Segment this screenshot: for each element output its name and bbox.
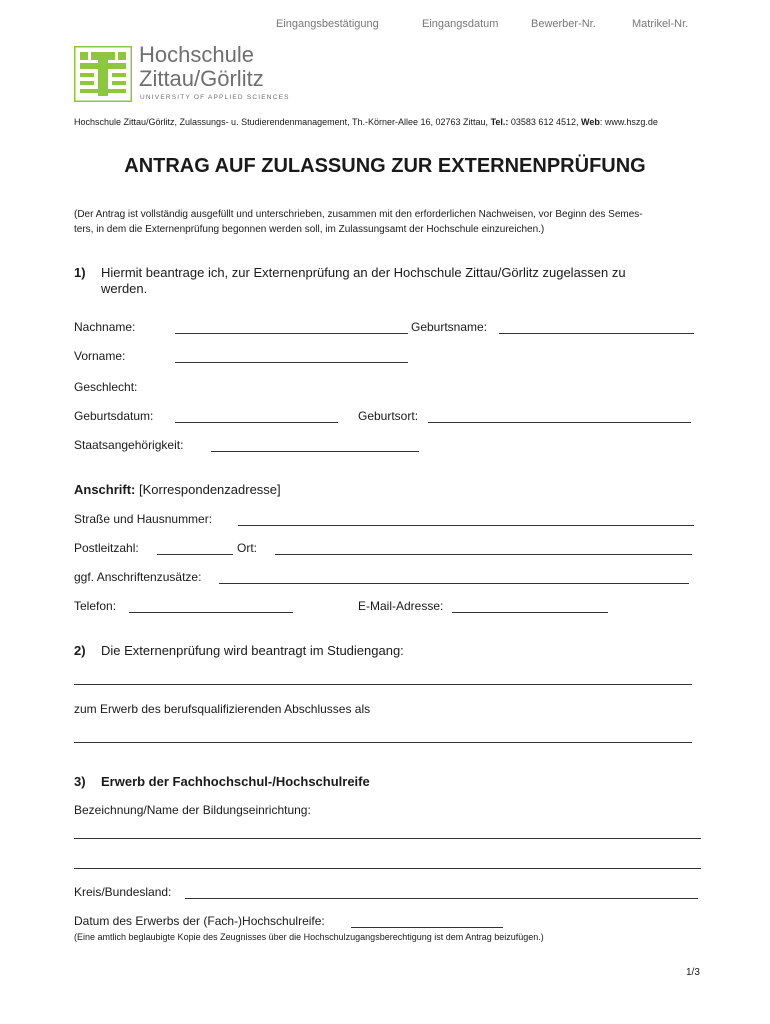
section3-number: 3) [74, 774, 86, 789]
datum-label: Datum des Erwerbs der (Fach-)Hochschulreife: [74, 914, 325, 928]
hochschule-logo-icon [74, 46, 132, 102]
ort-field[interactable] [275, 554, 692, 555]
telefon-field[interactable] [129, 612, 293, 613]
logo-line2: Zittau/Görlitz [139, 66, 264, 91]
vorname-label: Vorname: [74, 349, 126, 363]
header-matrikel-nr: Matrikel-Nr. [632, 18, 689, 30]
zeugnis-note: (Eine amtlich beglaubigte Kopie des Zeugnisses über die Hochschulzugangsberechtigung ist dem Antrag beizufügen.) [74, 932, 544, 942]
section2-number: 2) [74, 643, 86, 658]
email-label: E-Mail-Adresse: [358, 599, 444, 613]
geburtsdatum-label: Geburtsdatum: [74, 409, 154, 423]
section1-number: 1) [74, 265, 86, 280]
geburtsname-field[interactable] [499, 333, 694, 334]
abschluss-label: zum Erwerb des berufsqualifizierenden Abschlusses als [74, 702, 371, 716]
intro-line2: ters, in dem die Externenprüfung begonnen werden soll, im Zulassungsamt der Hochschule einzureichen.) [74, 224, 545, 235]
section1-text-line2: werden. [101, 281, 148, 296]
ort-label: Ort: [237, 541, 257, 555]
studiengang-field[interactable] [74, 684, 692, 685]
bezeichnung-label: Bezeichnung/Name der Bildungseinrichtung: [74, 803, 311, 817]
intro-line1: (Der Antrag ist vollständig ausgefüllt und unterschrieben, zusammen mit den erforderlichen Nachweisen, vor Beginn des Semes- [74, 209, 643, 220]
nachname-label: Nachname: [74, 320, 136, 334]
telefon-label: Telefon: [74, 599, 117, 613]
section3-title: Erwerb der Fachhochschul-/Hochschulreife [101, 774, 370, 789]
bezeichnung-field-1[interactable] [74, 838, 701, 839]
strasse-label: Straße und Hausnummer: [74, 512, 213, 526]
anschrift-label: Anschrift: [74, 482, 136, 497]
strasse-field[interactable] [238, 525, 694, 526]
anschrift-sub: [Korrespondenzadresse] [135, 482, 281, 497]
web-label: Web [580, 117, 600, 127]
header-eingangsdatum: Eingangsdatum [422, 18, 499, 30]
logo-line3: UNIVERSITY OF APPLIED SCIENCES [140, 94, 290, 101]
anschrift-heading [74, 482, 281, 497]
geschlecht-label: Geschlecht: [74, 380, 138, 394]
email-field[interactable] [452, 612, 608, 613]
section2-text: Die Externenprüfung wird beantragt im Studiengang: [101, 643, 404, 658]
abschluss-field[interactable] [74, 742, 692, 743]
nachname-field[interactable] [175, 333, 408, 334]
bezeichnung-field-2[interactable] [74, 868, 701, 869]
header-eingangsbestaetigung: Eingangsbestätigung [276, 18, 379, 30]
page-title: ANTRAG AUF ZULASSUNG ZUR EXTERNENPRÜFUNG [124, 155, 646, 177]
geburtsdatum-field[interactable] [175, 422, 338, 423]
plz-label: Postleitzahl: [74, 541, 139, 555]
geburtsort-label: Geburtsort: [358, 409, 419, 423]
zusatz-label: ggf. Anschriftenzusätze: [74, 570, 202, 584]
web-value: : www.hszg.de [599, 117, 658, 127]
section1-text-line1: Hiermit beantrage ich, zur Externenprüfung an der Hochschule Zittau/Görlitz zugelassen zu [101, 265, 626, 280]
staatsangehoerigkeit-label: Staatsangehörigkeit: [74, 438, 184, 452]
staatsangehoerigkeit-field[interactable] [211, 451, 419, 452]
kreis-label: Kreis/Bundesland: [74, 885, 172, 899]
tel-label: Tel.: [490, 117, 509, 127]
datum-field[interactable] [351, 927, 503, 928]
geburtsort-field[interactable] [428, 422, 691, 423]
tel-value: 03583 612 4512, [508, 117, 581, 127]
vorname-field[interactable] [175, 362, 408, 363]
zusatz-field[interactable] [219, 583, 689, 584]
page-number: 1/3 [686, 967, 700, 978]
address-text: Hochschule Zittau/Görlitz, Zulassungs- u. Studierendenmanagement, Th.-Körner-Allee 16, 02763 Zittau, [74, 117, 491, 127]
plz-field[interactable] [157, 554, 233, 555]
address-line [74, 117, 658, 127]
kreis-field[interactable] [185, 898, 698, 899]
logo-line1: Hochschule [139, 42, 254, 67]
header-bewerber-nr: Bewerber-Nr. [531, 18, 596, 30]
geburtsname-label: Geburtsname: [411, 320, 488, 334]
